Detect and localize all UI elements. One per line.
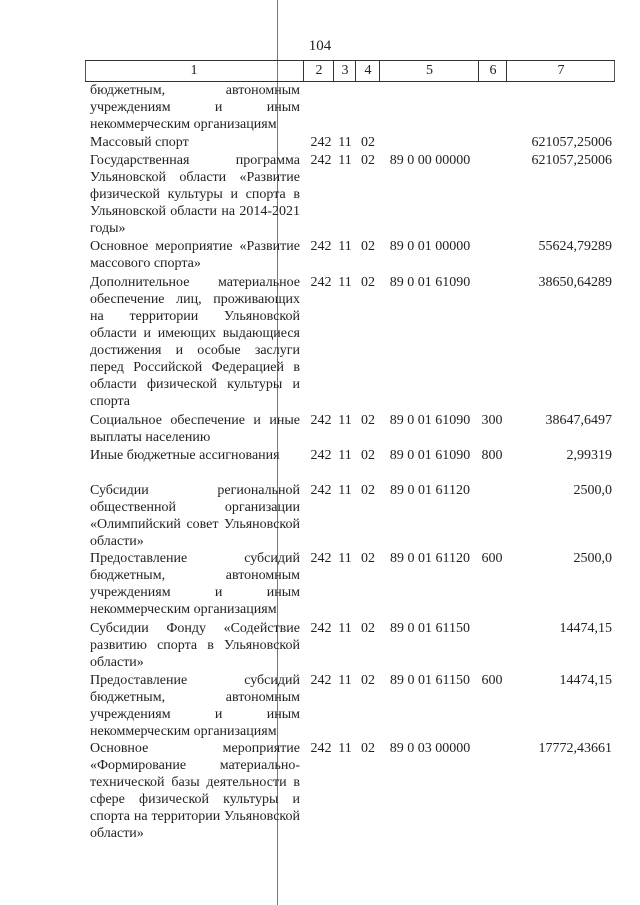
cell-col-7: 2500,0 <box>573 551 612 566</box>
cell-col-5: 89 0 01 61150 <box>390 621 470 636</box>
cell-col-2: 242 <box>310 551 332 566</box>
cell-col-3: 11 <box>338 448 352 463</box>
header-col-6: 6 <box>478 61 507 81</box>
cell-col-3: 11 <box>338 153 352 168</box>
cell-col-7: 621057,25006 <box>531 135 612 150</box>
row-description: Субсидии Фонду «Содействие развитию спорта в Ульяновской области» <box>90 621 300 670</box>
cell-col-4: 02 <box>361 413 375 428</box>
cell-col-6: 600 <box>481 551 503 566</box>
cell-col-3: 11 <box>338 621 352 636</box>
cell-col-5: 89 0 03 00000 <box>389 741 471 756</box>
cell-col-7: 14474,15 <box>559 673 612 688</box>
cell-col-7: 621057,25006 <box>531 153 612 168</box>
cell-col-5: 89 0 00 00000 <box>389 153 471 168</box>
cell-col-3: 11 <box>338 741 352 756</box>
header-col-7: 7 <box>506 61 615 81</box>
cell-col-3: 11 <box>338 673 352 688</box>
cell-col-2: 242 <box>310 621 332 636</box>
cell-col-4: 02 <box>361 621 375 636</box>
cell-col-5: 89 0 01 00000 <box>389 239 471 254</box>
cell-col-6: 300 <box>481 413 503 428</box>
cell-col-2: 242 <box>310 275 332 290</box>
cell-col-5: 89 0 01 61150 <box>390 673 470 688</box>
cell-col-4: 02 <box>361 135 375 150</box>
row-description: Субсидии региональной общественной организации «Олимпийский совет Ульяновской области» <box>90 483 300 549</box>
cell-col-3: 11 <box>338 551 352 566</box>
cell-col-2: 242 <box>310 413 332 428</box>
cell-col-3: 11 <box>338 275 352 290</box>
row-description: Массовый спорт <box>90 135 189 150</box>
cell-col-2: 242 <box>310 673 332 688</box>
cell-col-7: 38647,6497 <box>545 413 612 428</box>
cell-col-7: 2500,0 <box>573 483 612 498</box>
cell-col-2: 242 <box>310 153 332 168</box>
cell-col-4: 02 <box>361 239 375 254</box>
row-description: Социальное обеспечение и иные выплаты населению <box>90 413 300 445</box>
cell-col-4: 02 <box>361 551 375 566</box>
row-description: Основное мероприятие «Формирование материально-технической базы деятельности в сфере физической культуры и спорта на территории Ульяновской области» <box>90 741 300 841</box>
header-col-4: 4 <box>355 61 380 81</box>
row-description: Дополнительное материальное обеспечение лиц, проживающих на территории Ульяновской области и имеющих выдающиеся достижения и особые заслуги перед Российской Федерацией в области физической культуры и спорта <box>90 275 300 409</box>
cell-col-5: 89 0 01 61090 <box>389 448 471 463</box>
cell-col-4: 02 <box>361 483 375 498</box>
cell-col-4: 02 <box>361 741 375 756</box>
header-col-1: 1 <box>190 63 198 78</box>
header-col-5: 5 <box>379 61 479 81</box>
cell-col-3: 11 <box>338 483 352 498</box>
cell-col-7: 14474,15 <box>559 621 612 636</box>
table-header <box>85 60 615 82</box>
cell-col-2: 242 <box>310 741 332 756</box>
row-description: Иные бюджетные ассигнования <box>90 448 280 463</box>
header-col-2: 2 <box>303 61 334 81</box>
cell-col-6: 600 <box>481 673 503 688</box>
cell-col-2: 242 <box>310 135 332 150</box>
row-description: Предоставление субсидий бюджетным, автономным учреждениям и иным некоммерческим организациям <box>90 673 300 739</box>
cell-col-5: 89 0 01 61120 <box>390 483 470 498</box>
cell-col-4: 02 <box>361 275 375 290</box>
cell-col-7: 2,99319 <box>566 448 612 463</box>
row-description: бюджетным, автономным учреждениям и иным некоммерческим организациям <box>90 83 300 132</box>
cell-col-7: 55624,79289 <box>538 239 612 254</box>
cell-col-6: 800 <box>481 448 503 463</box>
header-col-3: 3 <box>333 61 356 81</box>
cell-col-3: 11 <box>338 413 352 428</box>
cell-col-2: 242 <box>310 483 332 498</box>
cell-col-3: 11 <box>338 135 352 150</box>
row-description: Предоставление субсидий бюджетным, автономным учреждениям и иным некоммерческим организациям <box>90 551 300 617</box>
cell-col-7: 17772,43661 <box>538 741 612 756</box>
cell-col-5: 89 0 01 61090 <box>389 413 471 428</box>
cell-col-5: 89 0 01 61120 <box>390 551 470 566</box>
cell-col-4: 02 <box>361 448 375 463</box>
cell-col-7: 38650,64289 <box>538 275 612 290</box>
cell-col-3: 11 <box>338 239 352 254</box>
row-description: Основное мероприятие «Развитие массового спорта» <box>90 239 300 271</box>
cell-col-2: 242 <box>310 239 332 254</box>
cell-col-5: 89 0 01 61090 <box>389 275 471 290</box>
row-description: Государственная программа Ульяновской области «Развитие физической культуры и спорта в Ульяновской области на 2014-2021 годы» <box>90 153 300 236</box>
page-number: 104 <box>308 38 332 54</box>
cell-col-4: 02 <box>361 673 375 688</box>
cell-col-2: 242 <box>310 448 332 463</box>
cell-col-4: 02 <box>361 153 375 168</box>
